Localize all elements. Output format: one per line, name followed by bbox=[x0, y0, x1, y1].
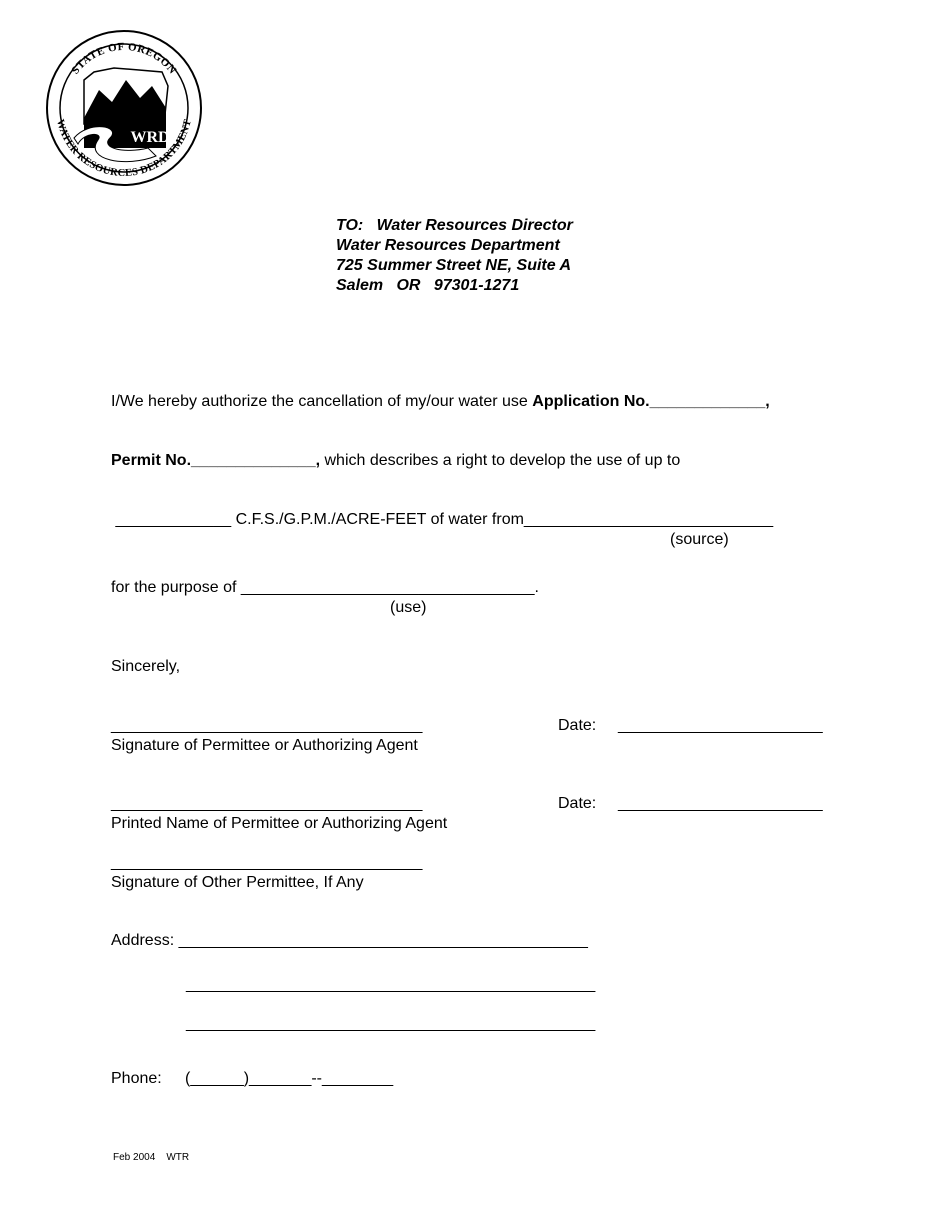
phone-label: Phone: bbox=[111, 1070, 162, 1087]
signature-blank[interactable]: ___________________________________ bbox=[111, 717, 423, 734]
address-field-1[interactable]: ______________________________________________ bbox=[174, 932, 588, 949]
signature-caption: Signature of Permittee or Authorizing Agent bbox=[111, 737, 418, 754]
address-label: Address: bbox=[111, 932, 175, 949]
address-field-3[interactable]: ______________________________________________ bbox=[186, 1015, 596, 1032]
quantity-source-line[interactable]: _____________ C.F.S./G.P.M./ACRE-FEET of water from____________________________ bbox=[111, 511, 774, 528]
other-signature-caption: Signature of Other Permittee, If Any bbox=[111, 874, 364, 891]
date-field-2[interactable]: _______________________ bbox=[618, 795, 823, 812]
seal-center-text: WRD bbox=[130, 129, 170, 146]
permit-number-field[interactable]: Permit No.______________, bbox=[111, 452, 321, 469]
printed-name-caption: Printed Name of Permittee or Authorizing Agent bbox=[111, 815, 448, 832]
closing-text: Sincerely, bbox=[111, 658, 181, 675]
footer-code: Feb 2004 WTR bbox=[113, 1152, 190, 1163]
date-label-1: Date: bbox=[558, 717, 597, 734]
addressee-line-1: TO: Water Resources Director bbox=[336, 217, 573, 234]
addressee-line-4: Salem OR 97301-1271 bbox=[336, 277, 520, 294]
permit-line bbox=[111, 451, 680, 471]
oregon-wrd-seal bbox=[44, 28, 204, 188]
authorization-text: I/We hereby authorize the cancellation of my/our water use bbox=[111, 393, 533, 410]
addressee-line-2: Water Resources Department bbox=[336, 237, 560, 254]
phone-field[interactable]: (______)_______--________ bbox=[185, 1070, 394, 1087]
seal-bottom-text: WATER RESOURCES DEPARTMENT bbox=[54, 118, 194, 180]
purpose-line[interactable]: for the purpose of _________________________________. bbox=[111, 579, 539, 596]
other-signature-blank[interactable]: ___________________________________ bbox=[111, 854, 423, 871]
application-number-field[interactable]: Application No._____________, bbox=[532, 393, 770, 410]
addressee-line-3: 725 Summer Street NE, Suite A bbox=[336, 257, 572, 274]
authorization-line bbox=[111, 392, 770, 412]
source-label: (source) bbox=[670, 531, 729, 548]
address-line-1 bbox=[111, 931, 588, 951]
printed-name-blank[interactable]: ___________________________________ bbox=[111, 795, 423, 812]
date-field-1[interactable]: _______________________ bbox=[618, 717, 823, 734]
permit-line-text: which describes a right to develop the use of up to bbox=[320, 452, 681, 469]
address-field-2[interactable]: ______________________________________________ bbox=[186, 976, 596, 993]
use-label: (use) bbox=[390, 599, 427, 616]
addressee-block bbox=[336, 216, 573, 296]
date-label-2: Date: bbox=[558, 795, 597, 812]
seal-top-text: STATE OF OREGON bbox=[69, 40, 179, 77]
